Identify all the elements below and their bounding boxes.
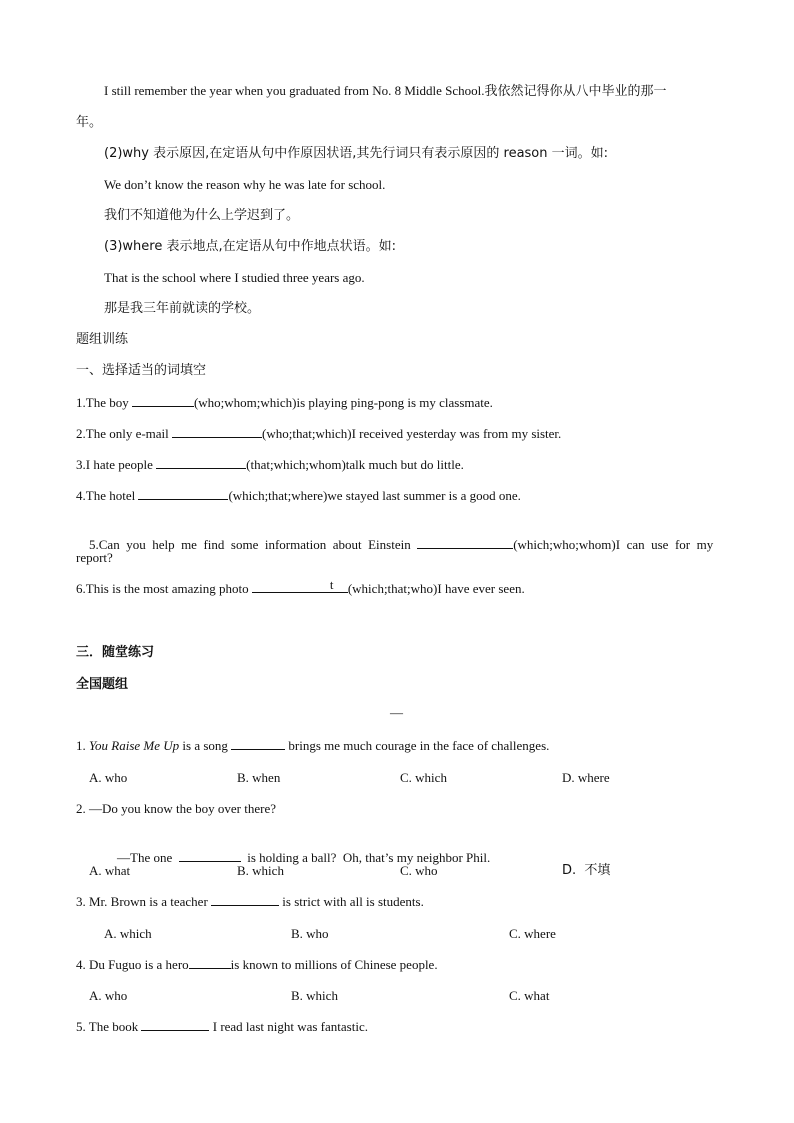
question-2-reply: —The one is holding a ball? Oh, that’s my neighbor Phil. bbox=[117, 850, 491, 865]
question-4: 4. Du Fuguo is a hero is known to millions of Chinese people. bbox=[76, 957, 438, 972]
q2-option-c[interactable]: C. who bbox=[400, 863, 438, 878]
q3-option-a[interactable]: A. which bbox=[104, 926, 152, 941]
question-1: 1. You Raise Me Up is a song brings me much courage in the face of challenges. bbox=[76, 738, 550, 753]
fill-item-2: 2.The only e-mail (who;that;which)I received yesterday was from my sister. bbox=[76, 426, 562, 441]
blank-hint: t bbox=[329, 577, 334, 592]
example-translation: 我依然记得你从八中毕业的那一 bbox=[484, 84, 667, 99]
question-3: 3. Mr. Brown is a teacher is strict with all is students. bbox=[76, 894, 424, 909]
fill-item-3: 3.I hate people (that;which;whom)talk much but do little. bbox=[76, 457, 464, 472]
where-example: That is the school where I studied three years ago. bbox=[104, 270, 365, 285]
where-rule: (3)where 表示地点,在定语从句中作地点状语。如: bbox=[104, 239, 396, 254]
q3-option-b[interactable]: B. who bbox=[291, 926, 329, 941]
answer-blank[interactable] bbox=[141, 1018, 209, 1031]
q4-option-a[interactable]: A. who bbox=[89, 988, 128, 1003]
q3-option-c[interactable]: C. where bbox=[509, 926, 556, 941]
answer-blank[interactable] bbox=[138, 487, 228, 500]
answer-blank[interactable] bbox=[132, 394, 194, 407]
dash-mark: — bbox=[390, 705, 403, 720]
answer-blank[interactable] bbox=[179, 849, 241, 862]
answer-blank[interactable] bbox=[252, 577, 348, 593]
answer-blank[interactable] bbox=[156, 456, 246, 469]
example-sentence: I still remember the year when you graduated from No. 8 Middle School. bbox=[104, 83, 485, 98]
answer-blank[interactable] bbox=[417, 536, 513, 549]
q4-option-b[interactable]: B. which bbox=[291, 988, 338, 1003]
q2-option-a[interactable]: A. what bbox=[89, 863, 131, 878]
q2-option-d[interactable]: D. 不填 bbox=[562, 863, 611, 878]
why-example: We don’t know the reason why he was late for school. bbox=[104, 177, 386, 192]
q2-option-b[interactable]: B. which bbox=[237, 863, 284, 878]
fill-item-5: 5.Can you help me find some information about Einstein (which;who;whom)I can use for my bbox=[89, 537, 714, 552]
question-2: 2. —Do you know the boy over there? bbox=[76, 801, 277, 816]
where-translation: 那是我三年前就读的学校。 bbox=[104, 301, 261, 316]
example-translation-cont: 年。 bbox=[76, 115, 103, 130]
fill-item-5-cont: report? bbox=[76, 550, 113, 565]
q1-option-d[interactable]: D. where bbox=[562, 770, 610, 785]
group-training-title: 题组训练 bbox=[76, 332, 129, 347]
answer-blank[interactable] bbox=[172, 425, 262, 438]
fill-item-6: 6.This is the most amazing photo t (which;that;who)I have ever seen. bbox=[76, 577, 525, 596]
fill-item-1: 1.The boy (who;whom;which)is playing ping-pong is my classmate. bbox=[76, 395, 493, 410]
question-5: 5. The book I read last night was fantastic. bbox=[76, 1019, 368, 1034]
q4-option-c[interactable]: C. what bbox=[509, 988, 550, 1003]
song-title: You Raise Me Up bbox=[89, 738, 180, 753]
fill-section-title: 一、选择适当的词填空 bbox=[76, 363, 207, 378]
practice-title: 三．随堂练习 bbox=[76, 645, 155, 660]
why-translation: 我们不知道他为什么上学迟到了。 bbox=[104, 208, 300, 223]
q1-option-c[interactable]: C. which bbox=[400, 770, 447, 785]
answer-blank[interactable] bbox=[189, 956, 231, 969]
why-rule: (2)why 表示原因,在定语从句中作原因状语,其先行词只有表示原因的 reason 一词。如: bbox=[104, 146, 609, 161]
practice-subtitle: 全国题组 bbox=[76, 677, 129, 692]
fill-item-4: 4.The hotel (which;that;where)we stayed last summer is a good one. bbox=[76, 488, 521, 503]
q1-option-a[interactable]: A. who bbox=[89, 770, 128, 785]
answer-blank[interactable] bbox=[211, 893, 279, 906]
answer-blank[interactable] bbox=[231, 737, 285, 750]
example-line bbox=[104, 82, 667, 101]
q1-option-b[interactable]: B. when bbox=[237, 770, 281, 785]
